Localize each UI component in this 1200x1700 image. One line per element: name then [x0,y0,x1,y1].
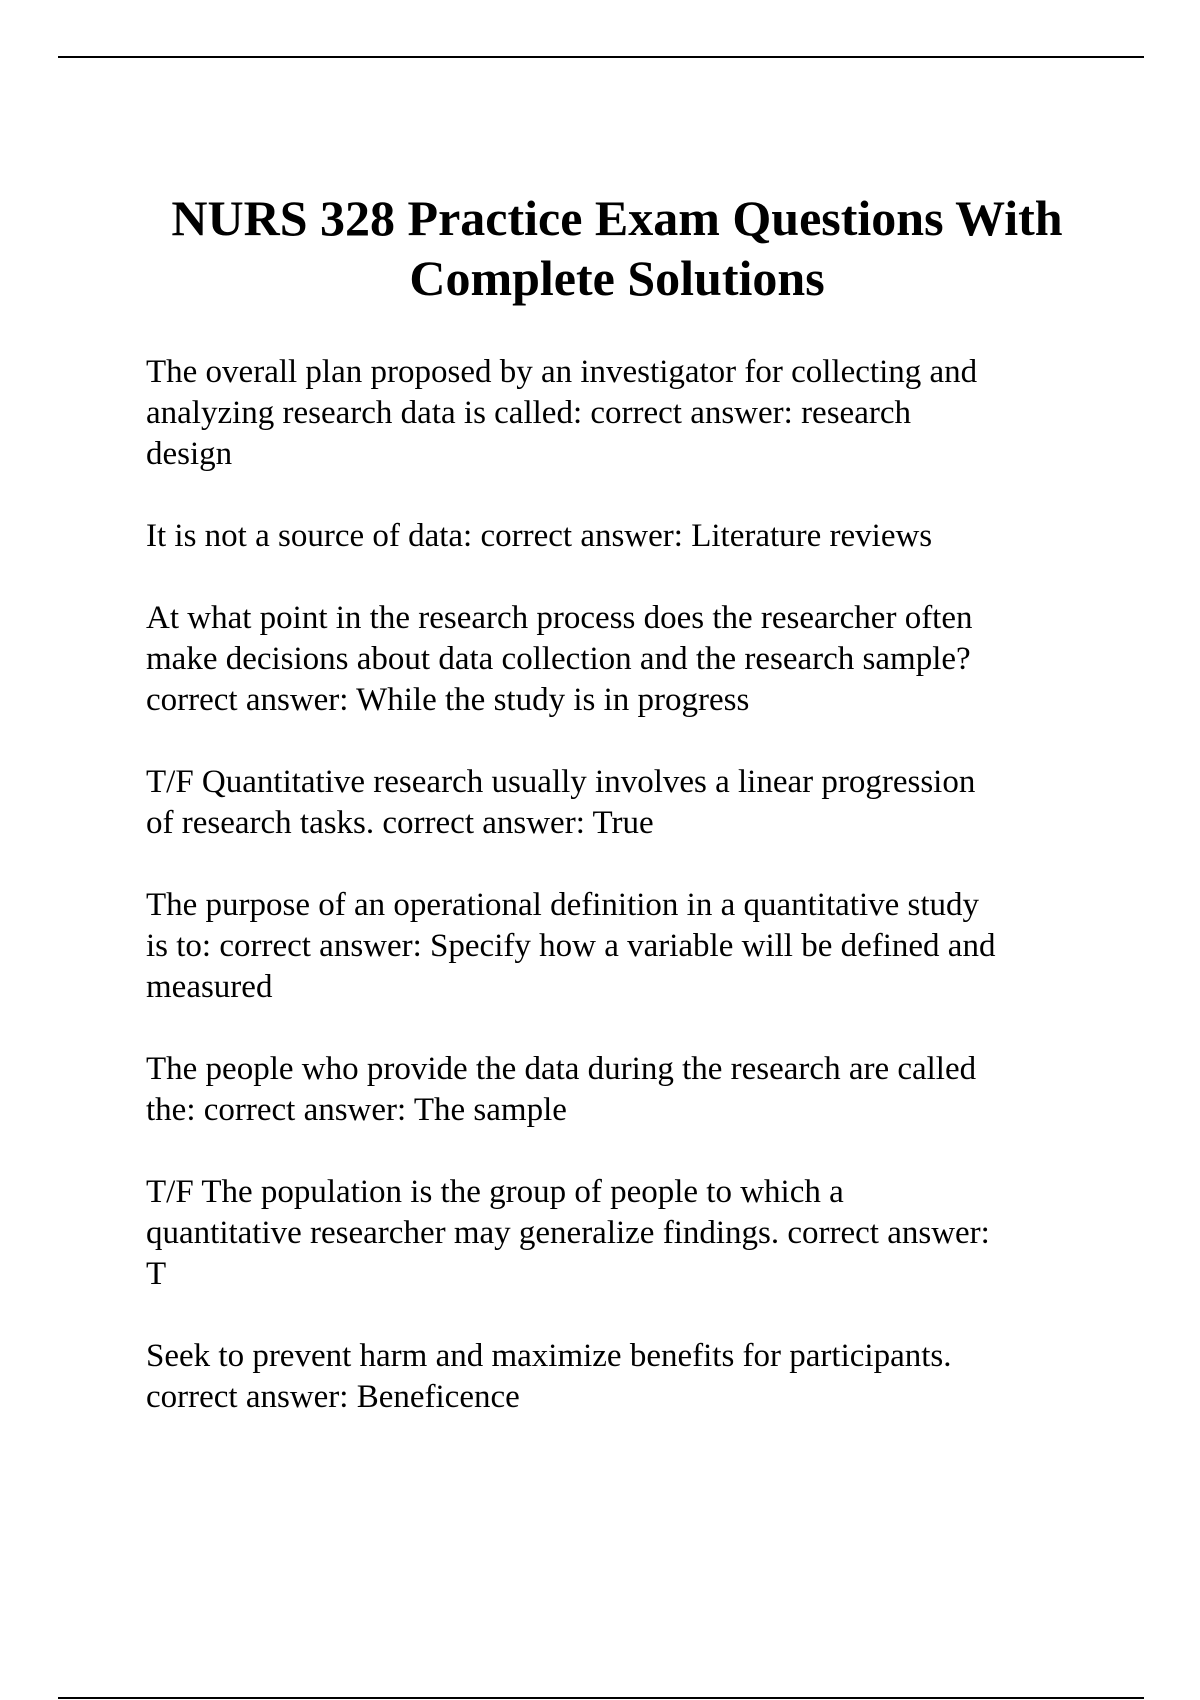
question-item-6: The people who provide the data during the research are called the: correct answer: The sample [146,1051,977,1128]
question-item-1: The overall plan proposed by an investigator for collecting and analyzing research data is called: correct answer: research design [146,354,978,472]
document-title: NURS 328 Practice Exam Questions With Complete Solutions [171,190,1063,306]
bottom-rule [58,1697,1144,1699]
question-item-7: T/F The population is the group of people to which a quantitative researcher may generalize findings. correct answer: T [146,1174,990,1292]
top-rule [58,56,1144,58]
question-item-4: T/F Quantitative research usually involves a linear progression of research tasks. correct answer: True [146,764,976,841]
question-item-5: The purpose of an operational definition in a quantitative study is to: correct answer: Specify how a variable will be defined and measured [146,887,996,1005]
question-item-8: Seek to prevent harm and maximize benefits for participants. correct answer: Beneficence [146,1338,952,1415]
question-item-3: At what point in the research process does the researcher often make decisions about data collection and the research sample? correct answer: While the study is in progress [146,600,973,718]
question-list [146,352,1146,1459]
question-item-2: It is not a source of data: correct answer: Literature reviews [146,518,933,554]
